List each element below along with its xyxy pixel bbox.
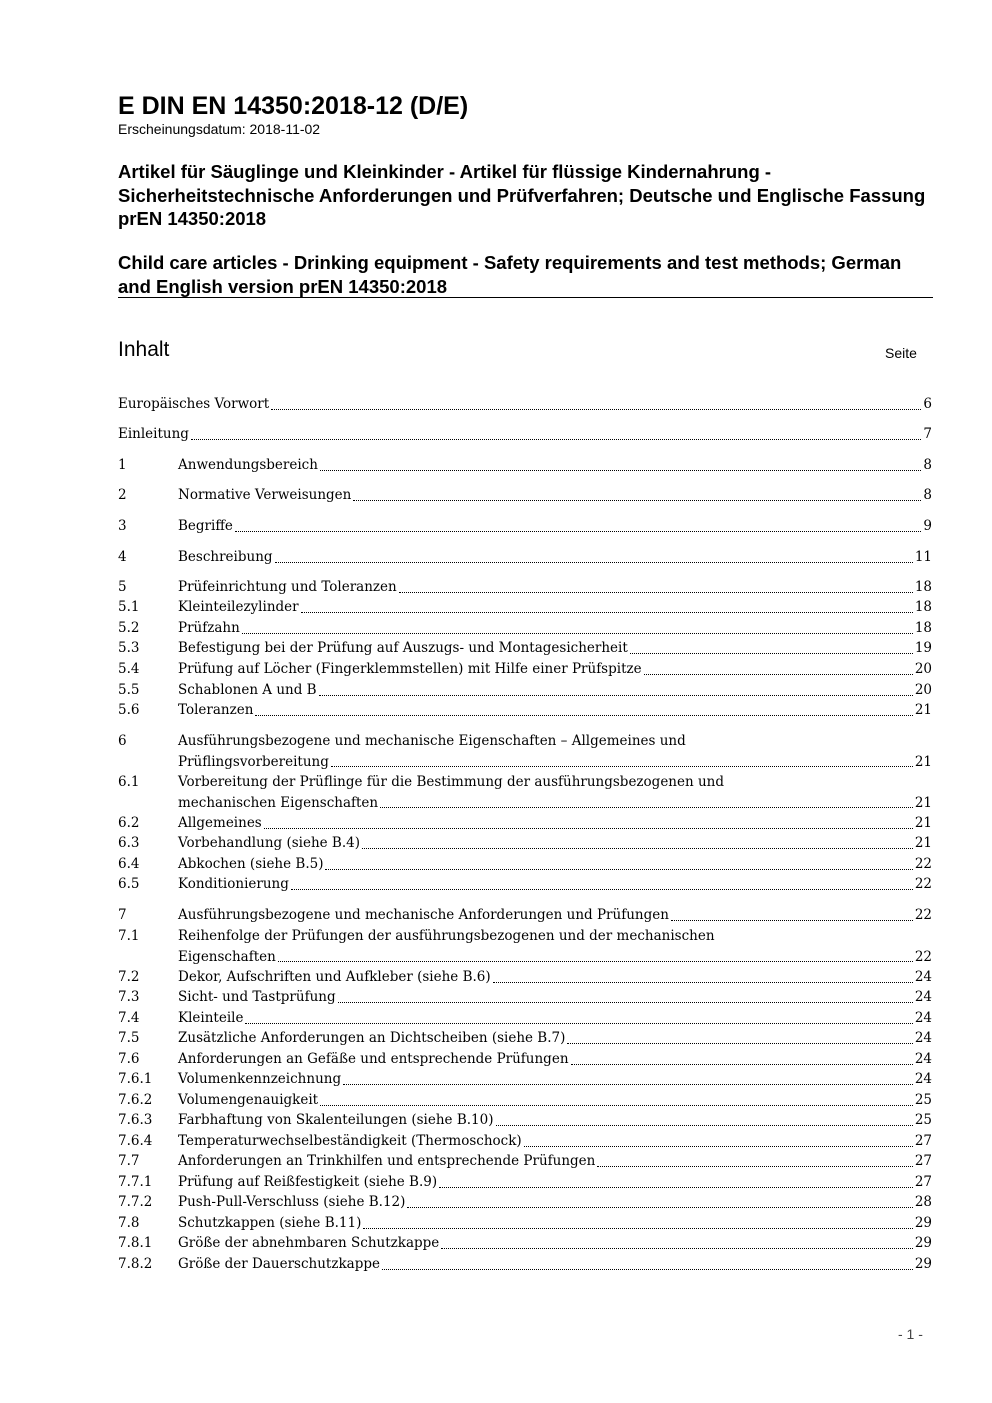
toc-entry-number: 7.7.1 — [118, 1174, 153, 1190]
toc-entry-page: 8 — [923, 457, 932, 473]
toc-entry-page: 21 — [914, 815, 932, 831]
toc-entry[interactable] — [118, 516, 932, 537]
toc-entry-title: Reihenfolge der Prüfungen der ausführungsbezogenen und der mechanischen — [178, 928, 715, 944]
toc-entry[interactable] — [118, 1069, 932, 1090]
toc-entry-page: 25 — [914, 1112, 932, 1128]
toc-dot-leader — [524, 1146, 913, 1147]
toc-entry-title: Anwendungsbereich — [178, 457, 318, 473]
toc-entry-number: 7.2 — [118, 969, 140, 985]
toc-entry-number: 7.8 — [118, 1215, 140, 1231]
toc-entry-title: Toleranzen — [178, 702, 254, 718]
toc-dot-leader — [571, 1064, 913, 1065]
toc-entry-number: 7.4 — [118, 1010, 140, 1026]
toc-entry-title: Begriffe — [178, 518, 233, 534]
toc-entry-number: 7.6.4 — [118, 1133, 153, 1149]
toc-entry-number: 5.3 — [118, 640, 140, 656]
toc-entry-number: 7.3 — [118, 989, 140, 1005]
toc-dot-leader — [567, 1043, 912, 1044]
toc-dot-leader — [319, 695, 913, 696]
toc-dot-leader — [597, 1166, 912, 1167]
toc-entry-page: 24 — [914, 1030, 932, 1046]
toc-entry[interactable] — [118, 618, 932, 639]
toc-entry-title: Dekor, Aufschriften und Aufkleber (siehe B.6) — [178, 969, 491, 985]
toc-entry-page: 6 — [923, 396, 932, 412]
toc-entry-page: 21 — [914, 835, 932, 851]
toc-entry[interactable] — [118, 987, 932, 1008]
toc-entry[interactable] — [118, 813, 932, 834]
toc-entry[interactable] — [118, 1110, 932, 1131]
toc-entry-number: 3 — [118, 518, 127, 534]
toc-entry-number: 7.6.1 — [118, 1071, 153, 1087]
toc-entry-number: 5.4 — [118, 661, 140, 677]
toc-dot-leader — [325, 869, 912, 870]
toc-entry-number: 6.5 — [118, 876, 140, 892]
toc-entry-page: 22 — [914, 948, 932, 965]
toc-entry-number: 7 — [118, 907, 127, 923]
toc-dot-leader — [362, 848, 913, 849]
toc-entry-page: 20 — [914, 661, 932, 677]
toc-dot-leader — [264, 828, 913, 829]
toc-entry-page: 24 — [914, 969, 932, 985]
toc-dot-leader — [320, 470, 921, 471]
toc-dot-leader — [363, 1228, 912, 1229]
toc-entry-title: Ausführungsbezogene und mechanische Anforderungen und Prüfungen — [178, 907, 669, 923]
toc-entry-page: 20 — [914, 682, 932, 698]
toc-entry-title: Volumengenauigkeit — [178, 1092, 319, 1108]
toc-entry-number: 2 — [118, 487, 127, 503]
toc-entry-number: 7.8.2 — [118, 1256, 153, 1272]
toc-entry[interactable] — [118, 1254, 932, 1275]
toc-entry-title: Anforderungen an Trinkhilfen und entsprechende Prüfungen — [178, 1153, 596, 1169]
toc-entry[interactable] — [118, 1233, 932, 1254]
toc-entry-page: 11 — [914, 549, 932, 565]
toc-entry[interactable] — [118, 1172, 932, 1193]
toc-dot-leader — [496, 1125, 913, 1126]
toc-entry-page: 24 — [914, 989, 932, 1005]
toc-entry-page: 28 — [914, 1194, 932, 1210]
toc-entry[interactable] — [118, 1028, 932, 1049]
toc-entry-page: 25 — [914, 1092, 932, 1108]
toc-dot-leader — [630, 653, 913, 654]
toc-entry-page: 22 — [914, 856, 932, 872]
toc-entry-page: 9 — [923, 518, 932, 534]
toc-entry-title: Anforderungen an Gefäße und entsprechende Prüfungen — [178, 1051, 569, 1067]
toc-entry-page: 18 — [914, 620, 932, 636]
toc-entry-number: 6.4 — [118, 856, 140, 872]
toc-entry-page: 21 — [914, 753, 932, 770]
toc-entry-title: Kleinteilezylinder — [178, 599, 299, 615]
toc-entry-title: Ausführungsbezogene und mechanische Eigenschaften – Allgemeines und — [178, 733, 686, 749]
toc-dot-leader — [399, 592, 913, 593]
toc-entry[interactable] — [118, 394, 932, 415]
toc-entry-number: 6.2 — [118, 815, 140, 831]
title-english: Child care articles - Drinking equipment - Safety requirements and test methods; German and English version prEN 14350:2018 — [118, 252, 902, 297]
toc-entry[interactable] — [118, 577, 932, 598]
toc-entry-number: 5.5 — [118, 682, 140, 698]
toc-dot-leader — [191, 439, 921, 440]
toc-entry-page: 18 — [914, 579, 932, 595]
toc-entry-title: Vorbehandlung (siehe B.4) — [178, 835, 360, 851]
toc-dot-leader — [671, 920, 913, 921]
toc-entry[interactable] — [118, 1008, 932, 1029]
toc-entry-number: 5 — [118, 579, 127, 595]
toc-dot-leader — [407, 1207, 912, 1208]
toc-entry-title: Temperaturwechselbeständigkeit (Thermoschock) — [178, 1133, 522, 1149]
toc-entry-number: 7.6 — [118, 1051, 140, 1067]
toc-entry-title: Schutzkappen (siehe B.11) — [178, 1215, 362, 1231]
toc-entry-title: Einleitung — [118, 426, 189, 442]
toc-entry-page: 29 — [914, 1215, 932, 1231]
toc-dot-leader — [320, 1105, 913, 1106]
toc-entry[interactable] — [118, 1049, 932, 1070]
toc-entry-page: 27 — [914, 1174, 932, 1190]
toc-entry-title: Schablonen A und B — [178, 682, 317, 698]
toc-entry[interactable] — [118, 874, 932, 895]
toc-entry-number: 7.8.1 — [118, 1235, 153, 1251]
toc-dot-leader — [271, 409, 921, 410]
toc-entry-page: 19 — [914, 640, 932, 656]
toc-entry[interactable] — [118, 833, 932, 854]
toc-entry-page: 8 — [923, 487, 932, 503]
toc-entry[interactable] — [118, 659, 932, 680]
toc-dot-leader — [343, 1084, 913, 1085]
toc-entry-title: Allgemeines — [178, 815, 262, 831]
toc-entry-page: 18 — [914, 599, 932, 615]
toc-entry-title: Europäisches Vorwort — [118, 396, 270, 412]
toc-entry-number: 5.1 — [118, 599, 140, 615]
toc-entry-page: 27 — [914, 1133, 932, 1149]
toc-dot-leader — [380, 807, 913, 808]
toc-dot-leader — [291, 889, 913, 890]
toc-entry-title: Größe der Dauerschutzkappe — [178, 1256, 380, 1272]
toc-entry[interactable] — [118, 905, 932, 926]
toc-entry-number: 6 — [118, 733, 127, 749]
toc-entry-title: Vorbereitung der Prüflinge für die Bestimmung der ausführungsbezogenen und — [178, 774, 725, 790]
page-number: - 1 - — [898, 1326, 923, 1342]
toc-dot-leader — [245, 1023, 912, 1024]
toc-dot-leader — [275, 562, 913, 563]
toc-entry-number: 5.6 — [118, 702, 140, 718]
toc-entry-number: 7.6.2 — [118, 1092, 153, 1108]
toc-dot-leader — [301, 612, 913, 613]
toc-entry[interactable] — [118, 1131, 932, 1152]
toc-entry-number: 7.6.3 — [118, 1112, 153, 1128]
toc-entry-title: Zusätzliche Anforderungen an Dichtscheiben (siehe B.7) — [178, 1030, 566, 1046]
toc-entry[interactable] — [118, 597, 932, 618]
toc-entry-number: 5.2 — [118, 620, 140, 636]
toc-entry-number: 7.1 — [118, 928, 140, 944]
toc-entry-title: Befestigung bei der Prüfung auf Auszugs- und Montagesicherheit — [178, 640, 628, 656]
contents-heading: Inhalt — [118, 338, 170, 361]
toc-entry-title: Größe der abnehmbaren Schutzkappe — [178, 1235, 440, 1251]
toc-dot-leader — [382, 1269, 913, 1270]
toc-dot-leader — [353, 500, 921, 501]
toc-entry-number: 6.1 — [118, 774, 140, 790]
toc-entry[interactable] — [118, 455, 932, 476]
toc-entry[interactable] — [118, 485, 932, 506]
toc-dot-leader — [278, 961, 913, 962]
toc-dot-leader — [644, 674, 913, 675]
title-german: Artikel für Säuglinge und Kleinkinder - Artikel für flüssige Kindernahrung - Sicherheitstechnische Anforderungen und Prüfverfahren; Deutsche und Englische Fassung prEN 14350:2018 — [118, 161, 926, 229]
toc-entry-title-continued: mechanischen Eigenschaften — [178, 794, 379, 811]
toc-entry[interactable] — [118, 772, 932, 813]
page-column-heading: Seite — [885, 345, 917, 361]
toc-entry-title: Kleinteile — [178, 1010, 244, 1026]
toc-entry[interactable] — [118, 854, 932, 875]
toc-entry-title: Abkochen (siehe B.5) — [178, 856, 324, 872]
toc-entry-title: Push-Pull-Verschluss (siehe B.12) — [178, 1194, 406, 1210]
toc-entry[interactable] — [118, 424, 932, 445]
toc-entry-title: Konditionierung — [178, 876, 289, 892]
toc-entry-number: 6.3 — [118, 835, 140, 851]
toc-entry-number: 7.7.2 — [118, 1194, 153, 1210]
toc-entry-title: Sicht- und Tastprüfung — [178, 989, 336, 1005]
toc-entry-page: 7 — [923, 426, 932, 442]
toc-dot-leader — [439, 1187, 913, 1188]
toc-entry-page: 22 — [914, 876, 932, 892]
toc-entry-title-continued: Prüflingsvorbereitung — [178, 753, 329, 770]
toc-entry[interactable] — [118, 731, 932, 772]
toc-entry-number: 1 — [118, 457, 127, 473]
toc-entry[interactable] — [118, 700, 932, 721]
toc-entry-title: Volumenkennzeichnung — [178, 1071, 342, 1087]
toc-entry-page: 21 — [914, 702, 932, 718]
toc-dot-leader — [242, 633, 913, 634]
toc-entry[interactable] — [118, 638, 932, 659]
toc-dot-leader — [338, 1002, 913, 1003]
toc-entry-number: 7.5 — [118, 1030, 140, 1046]
toc-dot-leader — [331, 766, 913, 767]
toc-entry-number: 7.7 — [118, 1153, 140, 1169]
toc-entry-page: 29 — [914, 1235, 932, 1251]
document-title: E DIN EN 14350:2018-12 (D/E) — [118, 92, 469, 120]
toc-entry-number: 4 — [118, 549, 127, 565]
toc-dot-leader — [255, 715, 912, 716]
toc-entry-page: 27 — [914, 1153, 932, 1169]
toc-entry-page: 21 — [914, 794, 932, 811]
toc-entry-page: 24 — [914, 1010, 932, 1026]
toc-dot-leader — [441, 1248, 913, 1249]
toc-entry-title: Prüfzahn — [178, 620, 240, 636]
toc-entry-title: Farbhaftung von Skalenteilungen (siehe B.10) — [178, 1112, 494, 1128]
toc-entry-page: 22 — [914, 907, 932, 923]
toc-entry[interactable] — [118, 967, 932, 988]
toc-entry-title: Prüfeinrichtung und Toleranzen — [178, 579, 397, 595]
toc-entry[interactable] — [118, 680, 932, 701]
title-divider — [118, 297, 933, 298]
toc-entry-title: Normative Verweisungen — [178, 487, 352, 503]
publication-date: Erscheinungsdatum: 2018-11-02 — [118, 121, 321, 137]
toc-entry[interactable] — [118, 1192, 932, 1213]
toc-entry[interactable] — [118, 547, 932, 568]
toc-entry[interactable] — [118, 1151, 932, 1172]
toc-dot-leader — [235, 531, 922, 532]
toc-entry-title: Prüfung auf Reißfestigkeit (siehe B.9) — [178, 1174, 438, 1190]
toc-entry-page: 24 — [914, 1051, 932, 1067]
toc-entry[interactable] — [118, 1090, 932, 1111]
toc-entry[interactable] — [118, 926, 932, 967]
toc-entry-title: Prüfung auf Löcher (Fingerklemmstellen) mit Hilfe einer Prüfspitze — [178, 661, 642, 677]
toc-entry[interactable] — [118, 1213, 932, 1234]
toc-entry-page: 29 — [914, 1256, 932, 1272]
toc-entry-title: Beschreibung — [178, 549, 273, 565]
toc-entry-page: 24 — [914, 1071, 932, 1087]
toc-entry-title-continued: Eigenschaften — [178, 948, 276, 965]
toc-dot-leader — [493, 982, 913, 983]
